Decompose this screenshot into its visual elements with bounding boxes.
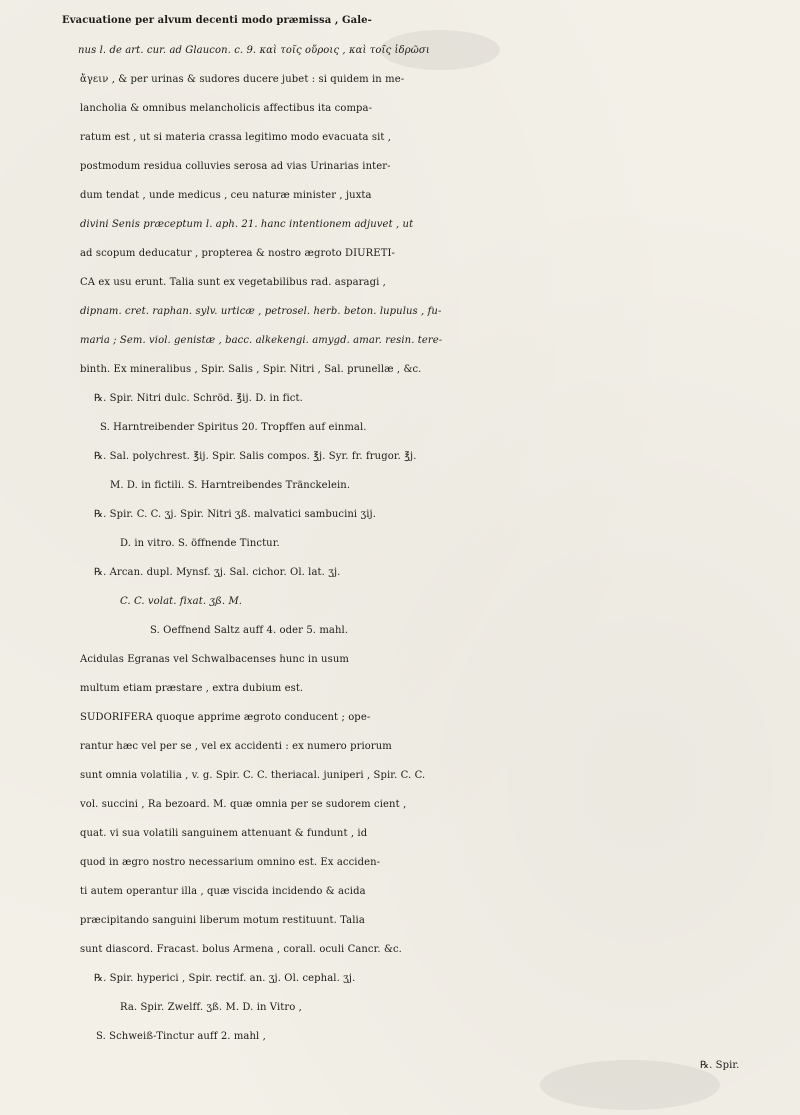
text-line: binth. Ex mineralibus , Spir. Salis , Spir. Nitri , Sal. prunellæ , &c. [80,364,422,375]
recipe-line: Ra. Spir. Zwelff. ʒß. M. D. in Vitro , [120,1002,302,1013]
text-line: Acidulas Egranas vel Schwalbacenses hunc in usum [80,654,349,665]
text-line: ti autem operantur illa , quæ viscida incidendo & acida [80,886,366,897]
recipe-line: D. in vitro. S. öffnende Tinctur. [120,538,280,549]
text-line: sunt diascord. Fracast. bolus Armena , corall. oculi Cancr. &c. [80,944,402,955]
text-line: Evacuatione per alvum decenti modo præmissa , Gale- [62,15,372,26]
text-line: SUDORIFERA quoque apprime ægroto conducent ; ope- [80,712,371,723]
recipe-line: ℞. Spir. hyperici , Spir. rectif. an. ʒj. Ol. cephal. ʒj. [94,973,356,984]
recipe-line: C. C. volat. fixat. ʒß. M. [120,596,243,607]
text-line: quat. vi sua volatili sanguinem attenuant & fundunt , id [80,828,368,839]
text-line: postmodum residua colluvies serosa ad vias Urinarias inter- [80,161,391,172]
text-line: CA ex usu erunt. Talia sunt ex vegetabilibus rad. asparagi , [80,277,386,288]
recipe-line: ℞. Arcan. dupl. Mynsf. ʒj. Sal. cichor. Ol. lat. ʒj. [94,567,341,578]
text-line: ratum est , ut si materia crassa legitimo modo evacuata sit , [80,132,392,143]
text-line: præcipitando sanguini liberum motum restituunt. Talia [80,915,365,926]
text-line: divini Senis præceptum l. aph. 21. hanc intentionem adjuvet , ut [80,219,414,230]
text-line: nus l. de art. cur. ad Glaucon. c. 9. καὶ τοῖς οὔροις , καὶ τοῖς ἱδρῶσι [78,45,430,56]
recipe-line: S. Harntreibender Spiritus 20. Tropffen auf einmal. [100,422,367,433]
text-line: maria ; Sem. viol. genistæ , bacc. alkekengi. amygd. amar. resin. tere- [80,335,443,346]
recipe-line: ℞. Spir. C. C. ʒj. Spir. Nitri ʒß. malvatici sambucini ʒij. [94,509,377,520]
text-line: dum tendat , unde medicus , ceu naturæ minister , juxta [80,190,372,201]
catchword: ℞. Spir. [700,1060,740,1071]
text-line: ad scopum deducatur , propterea & nostro ægroto DIURETI- [80,248,395,259]
recipe-line: S. Schweiß-Tinctur auff 2. mahl , [96,1031,266,1042]
text-line: quod in ægro nostro necessarium omnino est. Ex acciden- [80,857,381,868]
text-line: rantur hæc vel per se , vel ex accidenti : ex numero priorum [80,741,392,752]
text-line: ἄγειν , & per urinas & sudores ducere jubet : si quidem in me- [80,74,405,85]
text-line: multum etiam præstare , extra dubium est. [80,683,304,694]
recipe-line: S. Oeffnend Saltz auff 4. oder 5. mahl. [150,625,349,636]
recipe-line: ℞. Spir. Nitri dulc. Schröd. ℥ij. D. in fict. [94,393,303,404]
text-line: lancholia & omnibus melancholicis affectibus ita compa- [80,103,373,114]
recipe-line: M. D. in fictili. S. Harntreibendes Tränckelein. [110,480,351,491]
text-line: vol. succini , Ra bezoard. M. quæ omnia per se sudorem cient , [80,799,407,810]
recipe-line: ℞. Sal. polychrest. ℥ij. Spir. Salis compos. ℥j. Syr. fr. frugor. ℥j. [94,451,417,462]
text-line: sunt omnia volatilia , v. g. Spir. C. C. theriacal. juniperi , Spir. C. C. [80,770,426,781]
text-line: dipnam. cret. raphan. sylv. urticæ , petrosel. herb. beton. lupulus , fu- [80,306,442,317]
ink-stain [540,1060,720,1110]
